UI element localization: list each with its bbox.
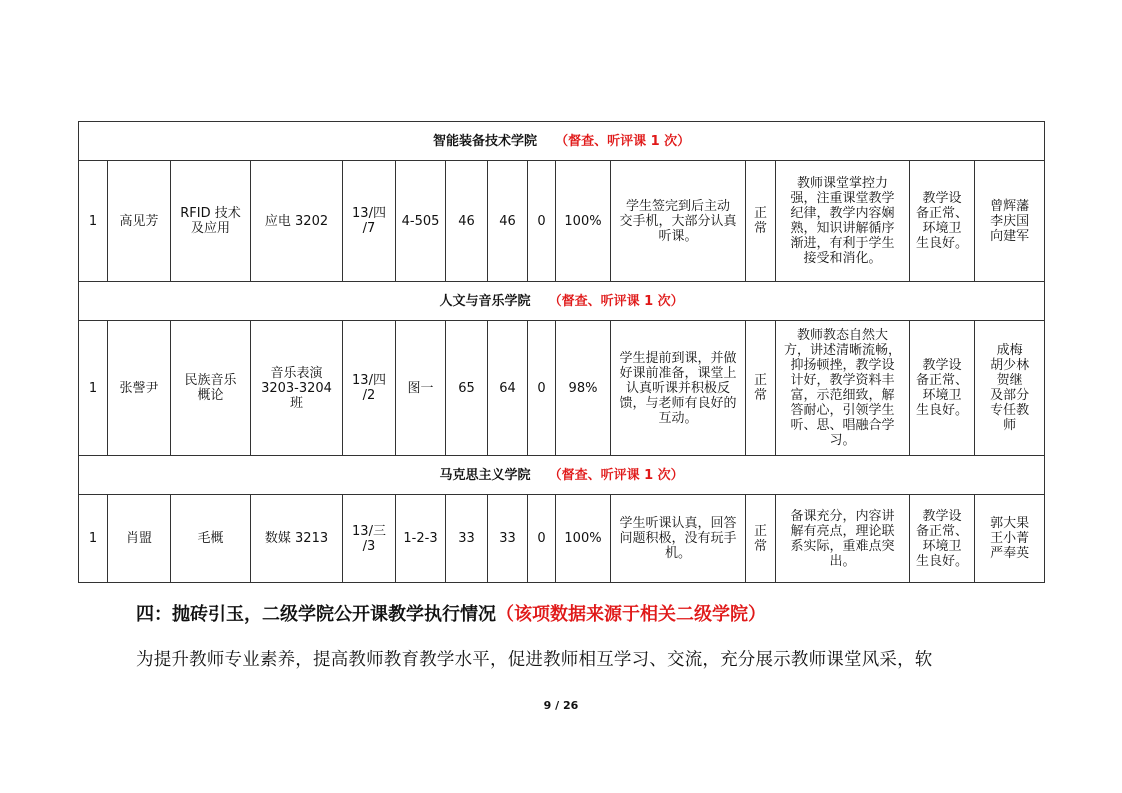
teaching-status (776, 161, 910, 282)
college-name: 马克思主义学院 (439, 467, 531, 483)
inspectors-line: 及部分 (990, 388, 1030, 403)
environment-status (910, 161, 975, 282)
class-name (251, 161, 343, 282)
attendance-rate: 100% (556, 161, 611, 282)
class-order-line: 常 (753, 221, 767, 236)
environment-status (910, 321, 975, 456)
week-day-period-line: /7 (362, 221, 376, 236)
teaching-status-line: 方，讲述清晰流畅， (783, 343, 901, 358)
week-day-period (343, 321, 396, 456)
section-title (79, 282, 1045, 321)
inspectors-line: 贺继 (996, 373, 1023, 388)
student-status (611, 161, 746, 282)
course-name-line: 民族音乐 (184, 373, 237, 388)
class-name (251, 495, 343, 583)
teacher-name: 高见芳 (108, 161, 171, 282)
teaching-status-line: 系实际，重难点突 (790, 538, 895, 554)
week-day-period-line: 13/四 (352, 373, 386, 388)
inspectors (975, 321, 1045, 456)
inspectors-line: 胡少林 (990, 358, 1030, 373)
teaching-status-line: 纪律，教学内容娴 (790, 206, 895, 221)
inspectors-line: 曾辉藩 (990, 198, 1030, 214)
section-title (79, 122, 1045, 161)
class-order-line: 正 (753, 206, 767, 221)
week-day-period-line: /2 (362, 388, 376, 403)
student-status-line: 馈，与老师有良好的 (619, 395, 737, 411)
class-order-line: 正 (753, 523, 767, 539)
students-due: 46 (446, 161, 488, 282)
student-status (611, 321, 746, 456)
class-name-line: 音乐表演 (270, 365, 323, 381)
teaching-status-line: 计好，教学资料丰 (790, 373, 895, 388)
inspection-count-note: （督查、听评课 1 次） (548, 467, 684, 483)
teaching-status-line: 教师教态自然大 (796, 328, 888, 343)
teaching-status-line: 听、思、唱融合学 (790, 418, 895, 433)
student-status-line: 认真听课并积极反 (625, 380, 730, 396)
week-day-period (343, 495, 396, 583)
college-name: 人文与音乐学院 (439, 293, 531, 309)
teaching-status-line: 备课充分，内容讲 (790, 508, 895, 524)
student-status-line: 学生听课认真，回答 (619, 516, 737, 531)
inspectors (975, 495, 1045, 583)
class-order (746, 495, 776, 583)
students-absent: 0 (528, 321, 556, 456)
classroom: 1-2-3 (396, 495, 446, 583)
teaching-status-line: 抑扬顿挫，教学设 (790, 358, 895, 373)
students-due: 33 (446, 495, 488, 583)
students-present: 33 (488, 495, 528, 583)
course-name-line: 概论 (197, 388, 224, 403)
teacher-name: 肖盟 (108, 495, 171, 583)
course-name (171, 495, 251, 583)
inspection-count-note: （督查、听评课 1 次） (548, 293, 684, 309)
inspectors-line: 郭大果 (990, 516, 1030, 531)
class-order (746, 161, 776, 282)
inspection-table (78, 121, 1045, 583)
course-name (171, 161, 251, 282)
attendance-rate: 100% (556, 495, 611, 583)
environment-status-line: 备正常、 (915, 206, 968, 221)
student-status-line: 学生签完到后主动 (625, 198, 730, 214)
course-name-line: 毛概 (197, 531, 224, 546)
class-name-line: 应电 3202 (264, 213, 329, 229)
student-status-line: 问题积极，没有玩手 (619, 531, 737, 546)
class-name-line: 数媒 3213 (264, 531, 329, 546)
row-number: 1 (79, 321, 108, 456)
course-name-line: 及应用 (190, 221, 230, 236)
teaching-status (776, 321, 910, 456)
row-number: 1 (79, 161, 108, 282)
class-order-line: 常 (753, 538, 767, 554)
student-status-line: 互动。 (658, 410, 698, 426)
class-name-line: 班 (289, 395, 303, 411)
inspectors-line: 严奉英 (990, 546, 1030, 561)
class-order (746, 321, 776, 456)
teaching-status-line: 解有亮点，理论联 (790, 523, 895, 539)
week-day-period-line: 13/四 (352, 206, 386, 221)
teaching-status-line: 渐进，有利于学生 (790, 236, 895, 251)
week-day-period-line: /3 (362, 538, 376, 554)
teaching-status-line: 强，注重课堂教学 (790, 191, 895, 206)
environment-status-line: 环境卫 (922, 388, 962, 403)
class-order-line: 常 (753, 388, 767, 403)
environment-status-line: 教学设 (922, 191, 962, 206)
body-paragraph: 为提升教师专业素养，提高教师教育教学水平，促进教师相互学习、交流，充分展示教师课堂风采，软 (136, 650, 933, 670)
student-status-line: 好课前准备，课堂上 (619, 365, 737, 381)
attendance-rate: 98% (556, 321, 611, 456)
heading-main: 四：抛砖引玉，二级学院公开课教学执行情况 (136, 604, 496, 625)
page-number: 9 / 26 (543, 699, 579, 712)
student-status (611, 495, 746, 583)
student-status-line: 机。 (664, 546, 691, 561)
classroom: 4-505 (396, 161, 446, 282)
inspectors-line: 李庆国 (990, 213, 1030, 229)
students-absent: 0 (528, 161, 556, 282)
class-name (251, 321, 343, 456)
environment-status-line: 环境卫 (922, 538, 962, 554)
student-status-line: 学生提前到课，并做 (619, 350, 737, 366)
environment-status-line: 生良好。 (915, 553, 968, 569)
environment-status-line: 生良好。 (915, 236, 968, 251)
students-present: 46 (488, 161, 528, 282)
inspectors-line: 成梅 (996, 343, 1023, 358)
table-row (79, 495, 1045, 583)
student-status-line: 交手机，大部分认真 (619, 213, 737, 229)
course-name-line: RFID 技术 (180, 206, 241, 221)
environment-status-line: 备正常、 (915, 523, 968, 539)
row-number: 1 (79, 495, 108, 583)
inspectors-line: 向建军 (990, 228, 1030, 244)
teaching-status-line: 答耐心，引领学生 (790, 403, 895, 418)
inspectors (975, 161, 1045, 282)
college-name: 智能装备技术学院 (433, 133, 538, 149)
environment-status-line: 环境卫 (922, 221, 962, 236)
teacher-name: 张謦尹 (108, 321, 171, 456)
teaching-status-line: 教师课堂掌控力 (796, 176, 888, 191)
students-due: 65 (446, 321, 488, 456)
students-present: 64 (488, 321, 528, 456)
environment-status (910, 495, 975, 583)
table-row (79, 321, 1045, 456)
environment-status-line: 生良好。 (915, 403, 968, 418)
teaching-status-line: 习。 (829, 433, 856, 448)
inspection-count-note: （督查、听评课 1 次） (555, 133, 691, 149)
teaching-status (776, 495, 910, 583)
class-order-line: 正 (753, 373, 767, 388)
student-status-line: 听课。 (658, 228, 698, 244)
inspectors-line: 专任教 (990, 403, 1030, 418)
inspectors-line: 王小菁 (990, 531, 1030, 546)
class-name-line: 3203-3204 (261, 380, 332, 396)
week-day-period-line: 13/三 (352, 523, 386, 539)
students-absent: 0 (528, 495, 556, 583)
teaching-status-line: 熟，知识讲解循序 (790, 221, 895, 236)
teaching-status-line: 富，示范细致，解 (790, 388, 895, 403)
environment-status-line: 教学设 (922, 508, 962, 524)
table-row (79, 161, 1045, 282)
heading-note: （该项数据来源于相关二级学院） (496, 604, 766, 625)
section-header-row (79, 282, 1045, 321)
teaching-status-line: 接受和消化。 (803, 251, 882, 266)
classroom: 图一 (396, 321, 446, 456)
section-header-row (79, 122, 1045, 161)
section-heading (136, 600, 766, 626)
section-title (79, 456, 1045, 495)
teaching-status-line: 出。 (829, 553, 856, 569)
environment-status-line: 备正常、 (915, 373, 968, 388)
section-header-row (79, 456, 1045, 495)
week-day-period (343, 161, 396, 282)
inspectors-line: 师 (1003, 418, 1017, 433)
environment-status-line: 教学设 (922, 358, 962, 373)
course-name (171, 321, 251, 456)
